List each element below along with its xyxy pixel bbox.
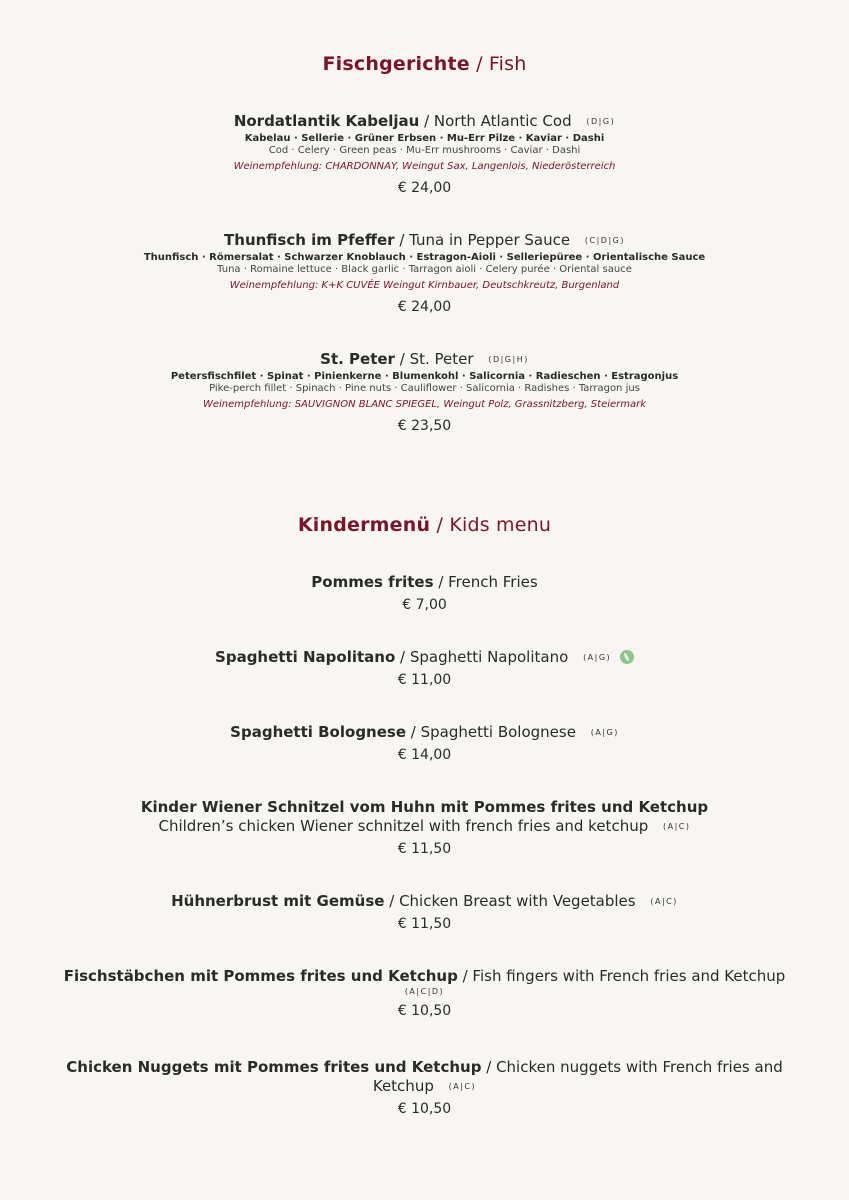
- item-price: € 24,00: [397, 299, 452, 315]
- item-title: Spaghetti Napolitano / Spaghetti Napolitano (A|G): [30, 648, 819, 667]
- menu-item-kids-4: [30, 798, 819, 858]
- section-title-en: Fish: [488, 53, 527, 75]
- allergen-codes: (D|G|H): [488, 355, 529, 364]
- section-title-de: Kindermenü: [297, 514, 431, 536]
- section-title-de: Fischgerichte: [322, 53, 470, 75]
- wine-recommendation: Weinempfehlung: SAUVIGNON BLANC SPIEGEL, Weingut Polz, Grassnitzberg, Steiermark: [202, 399, 647, 410]
- menu-item-fish-1: [30, 112, 819, 197]
- item-price: € 10,50: [397, 1003, 452, 1019]
- item-price: € 14,00: [397, 747, 452, 763]
- item-name-de: Thunfisch im Pfeffer: [224, 231, 395, 249]
- item-name-de: Pommes frites: [311, 573, 434, 591]
- item-price: € 10,50: [397, 1101, 452, 1117]
- menu-item-fish-3: [30, 350, 819, 435]
- item-name-en: French Fries: [448, 573, 538, 591]
- item-name-de: Spaghetti Napolitano: [215, 648, 396, 666]
- allergen-codes: (D|G): [586, 117, 616, 126]
- item-name-en: Chicken nuggets with French fries and: [496, 1058, 783, 1076]
- menu-item-kids-5: [30, 892, 819, 933]
- item-title: Pommes frites / French Fries: [311, 573, 538, 591]
- item-name-en: Spaghetti Napolitano: [409, 648, 569, 666]
- menu-item-kids-6: [20, 967, 829, 1020]
- menu-item-kids-3: [30, 723, 819, 764]
- item-description-en: Tuna · Romaine lettuce · Black garlic · Tarragon aioli · Celery purée · Oriental sauce: [217, 264, 632, 275]
- item-description-en: Pike-perch fillet · Spinach · Pine nuts · Cauliflower · Salicornia · Radishes · Tarragon jus: [209, 383, 640, 394]
- item-title-cont: [40, 1077, 809, 1096]
- item-name-en-cont: Ketchup: [372, 1077, 434, 1095]
- item-title: Thunfisch im Pfeffer / Tuna in Pepper Sauce (C|D|G): [224, 231, 625, 249]
- item-title: Chicken Nuggets mit Pommes frites und Ketchup / Chicken nuggets with French fries and: [66, 1058, 783, 1076]
- item-description-de: Thunfisch · Römersalat · Schwarzer Knoblauch · Estragon-Aioli · Selleriepüree · Orientalische Sauce: [143, 252, 706, 263]
- wine-recommendation: Weinempfehlung: CHARDONNAY, Weingut Sax, Langenlois, Niederösterreich: [233, 161, 616, 172]
- item-name-en: North Atlantic Cod: [433, 112, 572, 130]
- section-title-kids: Kindermenü / Kids menu: [297, 514, 552, 536]
- item-name-en: Fish fingers with French fries and Ketchup: [472, 967, 786, 985]
- menu-item-kids-1: [30, 573, 819, 614]
- item-title: Hühnerbrust mit Gemüse / Chicken Breast with Vegetables (A|C): [171, 892, 678, 910]
- item-price: € 23,50: [397, 418, 452, 434]
- item-description-en: Cod · Celery · Green peas · Mu-Err mushrooms · Caviar · Dashi: [268, 145, 581, 156]
- item-price: € 7,00: [402, 597, 447, 613]
- item-description-de: Kabelau · Sellerie · Grüner Erbsen · Mu-Err Pilze · Kaviar · Dashi: [244, 133, 605, 144]
- allergen-codes: (A|G): [583, 653, 612, 662]
- item-name-de: St. Peter: [320, 350, 395, 368]
- item-description-de: Petersfischfilet · Spinat · Pinienkerne · Blumenkohl · Salicornia · Radieschen · Estragonjus: [170, 371, 679, 382]
- item-title-en-line: [30, 817, 819, 836]
- item-name-de: Chicken Nuggets mit Pommes frites und Ketchup: [66, 1058, 482, 1076]
- section-title-fish: Fischgerichte / Fish: [322, 53, 527, 75]
- menu-item-kids-7: [40, 1058, 809, 1118]
- item-name-en: Chicken Breast with Vegetables: [399, 892, 636, 910]
- item-title: Fischstäbchen mit Pommes frites und Ketchup / Fish fingers with French fries and Ketchup: [63, 967, 786, 985]
- menu-item-kids-2: [30, 648, 819, 689]
- item-name-en: Children’s chicken Wiener schnitzel with french fries and ketchup: [158, 817, 649, 835]
- item-name-de: Kinder Wiener Schnitzel vom Huhn mit Pommes frites und Ketchup: [140, 798, 709, 816]
- allergen-codes: (A|G): [590, 728, 619, 737]
- item-title: St. Peter / St. Peter (D|G|H): [320, 350, 529, 368]
- allergen-codes: (A|C): [663, 822, 691, 831]
- item-price: € 24,00: [397, 180, 452, 196]
- item-name-de: Fischstäbchen mit Pommes frites und Ketchup: [63, 967, 458, 985]
- item-price: € 11,00: [397, 672, 452, 688]
- wine-recommendation: Weinempfehlung: K+K CUVÉE Weingut Kirnbauer, Deutschkreutz, Burgenland: [229, 280, 620, 291]
- vegetarian-leaf-icon: [620, 650, 634, 664]
- item-title: [30, 798, 819, 817]
- item-title: Nordatlantik Kabeljau / North Atlantic Cod (D|G): [233, 112, 616, 130]
- item-name-en: Tuna in Pepper Sauce: [409, 231, 571, 249]
- menu-item-fish-2: [30, 231, 819, 316]
- item-title: Spaghetti Bolognese / Spaghetti Bolognese (A|G): [230, 723, 619, 741]
- allergen-codes: (A|C|D): [404, 987, 445, 996]
- item-price: € 11,50: [397, 841, 452, 857]
- item-price: € 11,50: [397, 916, 452, 932]
- item-name-de: Hühnerbrust mit Gemüse: [171, 892, 385, 910]
- item-name-de: Nordatlantik Kabeljau: [233, 112, 420, 130]
- allergen-codes: (A|C): [650, 897, 678, 906]
- item-name-en: St. Peter: [409, 350, 474, 368]
- section-title-en: Kids menu: [449, 514, 552, 536]
- item-name-de: Spaghetti Bolognese: [230, 723, 407, 741]
- allergen-codes: (C|D|G): [584, 236, 625, 245]
- allergen-codes: (A|C): [448, 1082, 477, 1091]
- item-name-en: Spaghetti Bolognese: [420, 723, 576, 741]
